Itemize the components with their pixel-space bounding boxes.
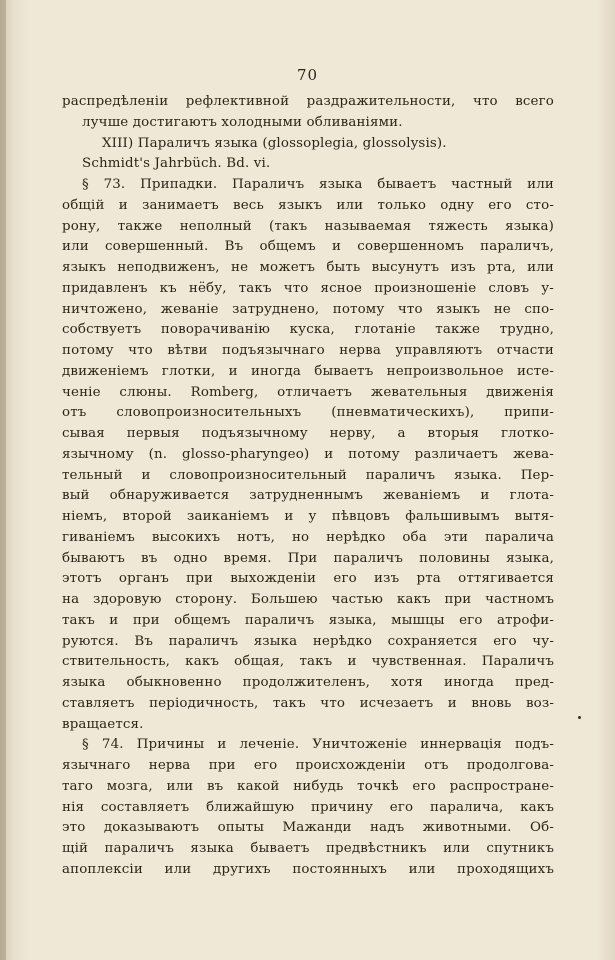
text-line: на здоровую сторону. Большею частью какъ при частномъ — [62, 592, 554, 607]
text-line: языка обыкновенно продолжителенъ, хотя иногда пред- — [62, 675, 554, 690]
text-line: язычному (n. glosso-pharyngeo) и потому различаетъ жева- — [62, 446, 554, 462]
text-line: бываютъ въ одно время. При параличъ половины языка, — [62, 550, 554, 566]
text-line: ствительность, какъ общая, такъ и чувственная. Параличъ — [62, 654, 554, 670]
text-line: придавленъ къ нёбу, такъ что ясное произношеніе словъ у- — [62, 280, 554, 296]
paragraph-start: § 74. Причины и леченіе. Уничтоженіе иннервація подъ- — [82, 737, 554, 753]
text-line: этотъ органъ при выхожденіи его изъ рта оттягивается — [62, 571, 554, 587]
text-line: апоплексіи или другихъ постоянныхъ или проходящихъ — [62, 861, 554, 877]
ink-speck — [578, 716, 581, 719]
text-line: ченіе слюны. Romberg, отличаетъ жевательныя движенія — [62, 384, 554, 400]
text-line: вый обнаруживается затрудненнымъ жеваніемъ и глота- — [62, 488, 554, 504]
text-line: собствуетъ поворачиванію куска, глотаніе также трудно, — [62, 322, 554, 338]
text-line: ничтожено, жеваніе затруднено, потому что языкъ не спо- — [62, 301, 554, 317]
text-line: рону, также неполный (такъ называемая тяжесть языка) — [62, 218, 554, 234]
page-number: 70 — [296, 66, 319, 84]
source-citation: Schmidt's Jahrbüch. Bd. vi. — [82, 156, 271, 172]
text-line: гиваніемъ высокихъ нотъ, но нерѣдко оба эти паралича — [62, 529, 554, 545]
text-line: или совершенный. Въ общемъ и совершенномъ параличъ, — [62, 239, 554, 255]
binding-gutter — [0, 0, 6, 960]
body-text — [62, 92, 554, 881]
text-line: это доказываютъ опыты Мажанди надъ животными. Об- — [62, 820, 554, 836]
text-line: потому что вѣтви подъязычнаго нерва управляютъ отчасти — [62, 343, 554, 358]
text-line: распредѣленіи рефлективной раздражительности, что всего — [62, 94, 554, 109]
text-line: руются. Въ параличъ языка нерѣдко сохраняется его чу- — [62, 633, 554, 649]
text-line: щій параличъ языка бываетъ предвѣстникъ или спутникъ — [62, 841, 554, 856]
text-line: ставляетъ періодичность, такъ что исчезаетъ и вновь воз- — [62, 695, 554, 711]
text-line: нія составляетъ ближайшую причину его паралича, какъ — [62, 799, 554, 815]
section-heading: XIII) Параличъ языка (glossoplegia, glossolysis). — [102, 135, 447, 151]
text-line: вращается. — [62, 716, 144, 732]
text-line: лучше достигаютъ холодными обливаніями. — [82, 114, 403, 130]
text-line: такъ и при общемъ параличъ языка, мышцы его атрофи- — [62, 612, 554, 628]
text-line: язычнаго нерва при его происхожденіи отъ продолгова- — [62, 758, 554, 773]
paragraph-start: § 73. Припадки. Параличъ языка бываетъ частный или — [82, 177, 554, 192]
text-line: ніемъ, второй заиканіемъ и у пѣвцовъ фальшивымъ вытя- — [62, 509, 554, 524]
text-line: отъ словопроизносительныхъ (пневматическихъ), припи- — [62, 405, 554, 421]
text-line: таго мозга, или въ какой нибудь точкѣ его распростране- — [62, 778, 554, 794]
text-line: языкъ неподвиженъ, не можетъ быть высунутъ изъ рта, или — [62, 260, 554, 275]
text-line: сывая первыя подъязычному нерву, а вторыя глотко- — [62, 426, 554, 441]
text-line: движеніемъ глотки, и иногда бываетъ непроизвольное исте- — [62, 363, 554, 379]
text-line: тельный и словопроизносительный параличъ языка. Пер- — [62, 467, 554, 483]
text-line: общій и занимаетъ весь языкъ или только одну его сто- — [62, 197, 554, 213]
